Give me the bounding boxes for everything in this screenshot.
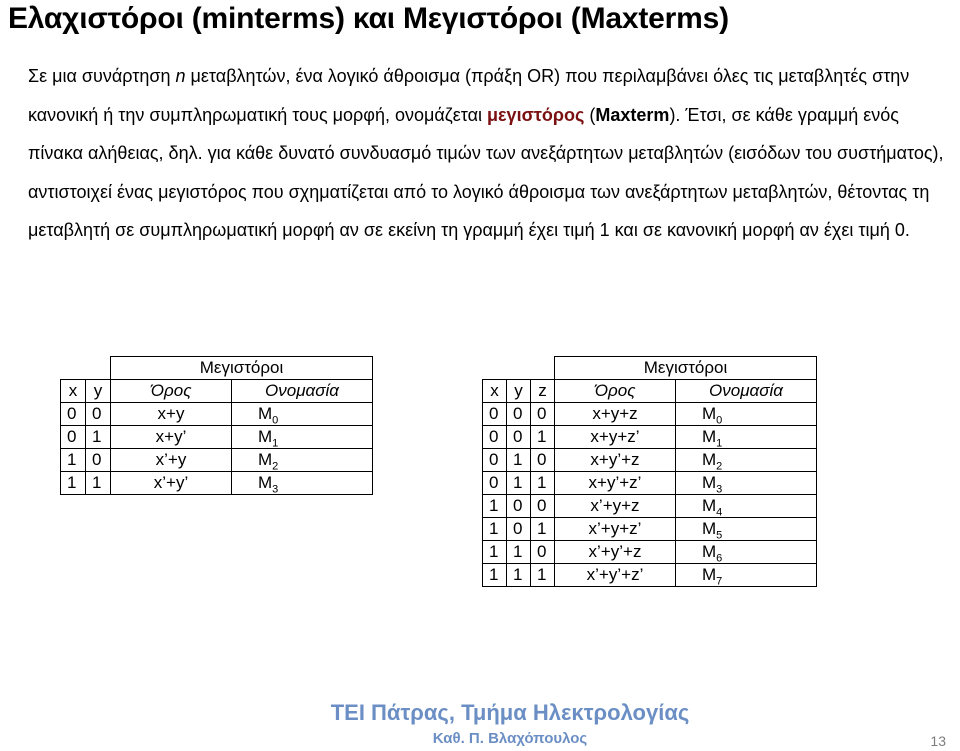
table-body	[483, 403, 817, 587]
value-y: 0	[86, 449, 111, 472]
value-y: 0	[507, 403, 531, 426]
value-x: 0	[483, 472, 507, 495]
table-row	[483, 495, 817, 518]
value-z: 0	[531, 449, 555, 472]
maxterm-name-cell	[676, 426, 817, 449]
group-header-row	[61, 357, 373, 380]
value-y: 1	[507, 564, 531, 587]
value-x: 0	[483, 449, 507, 472]
maxterm-expression: x’+y	[111, 449, 232, 472]
maxterm-name: M	[702, 404, 717, 423]
value-x: 1	[483, 495, 507, 518]
maxterm-index: 4	[716, 506, 723, 519]
maxterm-name: M	[702, 473, 717, 492]
table-row	[61, 449, 373, 472]
maxterm-index: 2	[272, 460, 279, 473]
paragraph-text-2: μεταβλητών, ένα λογικό άθροισμα (πράξη OR) που περιλαμβάνει όλες τις μεταβλητές στην κανονική ή την συμπληρωματική τους μορφή, ονομάζεται	[28, 66, 910, 125]
value-z: 1	[531, 518, 555, 541]
maxterm-name: M	[258, 427, 273, 446]
maxterm-name: M	[702, 427, 717, 446]
value-z: 1	[531, 426, 555, 449]
table-row	[61, 403, 373, 426]
value-z: 1	[531, 472, 555, 495]
value-z: 1	[531, 564, 555, 587]
column-header-row	[61, 380, 373, 403]
maxterm-name: M	[702, 519, 717, 538]
value-x: 1	[483, 564, 507, 587]
maxterm-name: M	[258, 450, 273, 469]
term-highlight: μεγιστόρος	[487, 104, 585, 125]
maxterm-index: 7	[716, 575, 723, 588]
maxterm-index: 5	[716, 529, 723, 542]
blank-cell	[531, 357, 555, 380]
col-header-term: Όρος	[111, 380, 232, 403]
value-x: 0	[61, 403, 86, 426]
paragraph-text-1: Σε μια συνάρτηση	[28, 66, 176, 86]
value-y: 0	[507, 495, 531, 518]
maxterm-name-cell	[232, 472, 373, 495]
blank-cell	[507, 357, 531, 380]
table-row	[483, 449, 817, 472]
value-x: 1	[483, 541, 507, 564]
maxterm-index: 6	[716, 552, 723, 565]
value-z: 0	[531, 541, 555, 564]
blank-cell	[61, 357, 86, 380]
value-y: 0	[507, 518, 531, 541]
maxterm-expression: x+y’	[111, 426, 232, 449]
col-header-y: y	[86, 380, 111, 403]
maxterm-name-cell	[676, 518, 817, 541]
col-header-x: x	[483, 380, 507, 403]
maxterm-table-two-vars	[60, 356, 373, 495]
paragraph-text-3: (	[584, 104, 596, 125]
maxterm-label: Maxterm	[595, 104, 670, 125]
value-x: 0	[483, 403, 507, 426]
table-row	[483, 403, 817, 426]
col-header-name: Ονομασία	[232, 380, 373, 403]
table-row	[483, 564, 817, 587]
table-row	[483, 541, 817, 564]
maxterm-expression: x’+y’+z	[555, 541, 676, 564]
value-x: 0	[61, 426, 86, 449]
table-body	[61, 403, 373, 495]
maxterm-index: 3	[272, 483, 279, 496]
maxterm-expression: x’+y’+z’	[555, 564, 676, 587]
maxterm-name-cell	[676, 541, 817, 564]
maxterm-name: M	[702, 542, 717, 561]
table-row	[61, 426, 373, 449]
col-header-z: z	[531, 380, 555, 403]
definition-paragraph	[28, 57, 953, 250]
maxterm-name: M	[702, 450, 717, 469]
value-y: 1	[86, 472, 111, 495]
maxterm-expression: x+y’+z’	[555, 472, 676, 495]
value-y: 0	[86, 403, 111, 426]
maxterm-table-three-vars	[482, 356, 817, 587]
maxterm-index: 0	[716, 414, 723, 427]
maxterm-name-cell	[232, 426, 373, 449]
value-y: 1	[507, 472, 531, 495]
value-x: 1	[483, 518, 507, 541]
table-row	[483, 518, 817, 541]
table-row	[61, 472, 373, 495]
maxterm-expression: x+y+z’	[555, 426, 676, 449]
slide-title: Ελαχιστόροι (minterms) και Μεγιστόροι (Maxterms)	[8, 2, 729, 35]
group-header-row	[483, 357, 817, 380]
blank-cell	[86, 357, 111, 380]
maxterm-index: 2	[716, 460, 723, 473]
value-x: 1	[61, 449, 86, 472]
maxterm-name-cell	[676, 472, 817, 495]
value-x: 1	[61, 472, 86, 495]
footer-institution: ΤΕΙ Πάτρας, Τμήμα Ηλεκτρολογίας	[330, 700, 690, 725]
maxterm-name-cell	[676, 449, 817, 472]
col-header-term: Όρος	[555, 380, 676, 403]
table-row	[483, 472, 817, 495]
maxterm-name-cell	[676, 495, 817, 518]
col-header-x: x	[61, 380, 86, 403]
maxterm-expression: x’+y+z	[555, 495, 676, 518]
maxterm-name: M	[702, 565, 717, 584]
col-header-y: y	[507, 380, 531, 403]
value-y: 1	[507, 449, 531, 472]
table-row	[483, 426, 817, 449]
maxterm-expression: x+y+z	[555, 403, 676, 426]
maxterm-name-cell	[232, 403, 373, 426]
maxterm-expression: x’+y+z’	[555, 518, 676, 541]
paragraph-text-4: ). Έτσι, σε κάθε γραμμή ενός πίνακα αλήθειας, δηλ. για κάθε δυνατό συνδυασμό τιμών των ανεξάρτητων μεταβλητών (εισόδων του συστήματος), αντιστοιχεί ένας μεγιστόρος που σχηματίζεται από το λογικό άθροισμα των ανεξάρτητων μεταβλητών, θέτοντας τη μεταβλητή σε συμπληρωματική μορφή αν σε εκείνη τη γραμμή έχει τιμή 1 και σε κανονική μορφή αν έχει τιμή 0.	[28, 104, 944, 240]
value-y: 1	[86, 426, 111, 449]
maxterm-index: 3	[716, 483, 723, 496]
maxterm-index: 1	[716, 437, 723, 450]
footer-author: Καθ. Π. Βλαχόπουλος	[432, 730, 588, 747]
group-header: Μεγιστόροι	[555, 357, 817, 380]
maxterm-index: 1	[272, 437, 279, 450]
maxterm-index: 0	[272, 414, 279, 427]
maxterm-name: M	[702, 496, 717, 515]
blank-cell	[483, 357, 507, 380]
variable-n: n	[175, 66, 186, 86]
maxterm-name: M	[258, 404, 273, 423]
maxterm-name-cell	[232, 449, 373, 472]
maxterm-name-cell	[676, 564, 817, 587]
maxterm-expression: x+y	[111, 403, 232, 426]
maxterm-name: M	[258, 473, 273, 492]
value-z: 0	[531, 495, 555, 518]
maxterm-name-cell	[676, 403, 817, 426]
page-number: 13	[930, 733, 946, 749]
group-header: Μεγιστόροι	[111, 357, 373, 380]
value-x: 0	[483, 426, 507, 449]
value-y: 0	[507, 426, 531, 449]
value-z: 0	[531, 403, 555, 426]
maxterm-expression: x+y’+z	[555, 449, 676, 472]
col-header-name: Ονομασία	[676, 380, 817, 403]
maxterm-expression: x’+y’	[111, 472, 232, 495]
column-header-row	[483, 380, 817, 403]
value-y: 1	[507, 541, 531, 564]
